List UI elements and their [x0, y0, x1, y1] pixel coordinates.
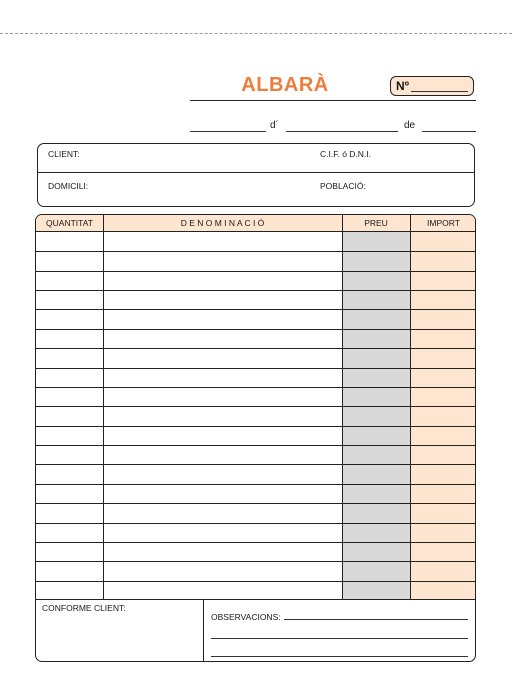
preu-column-fill [342, 232, 410, 600]
col-header-import: IMPORT [410, 215, 476, 232]
client-separator [38, 172, 474, 173]
col-divider [410, 215, 411, 600]
col-header-preu: PREU [342, 215, 410, 232]
number-entry-line [411, 91, 468, 92]
cif-label: C.I.F. ó D.N.I. [320, 149, 372, 159]
observacions-label: OBSERVACIONS: [211, 612, 281, 622]
client-label: CLIENT: [48, 149, 80, 159]
observacions-line[interactable] [211, 656, 468, 657]
date-year-line[interactable] [422, 131, 476, 132]
import-column-fill [410, 232, 476, 600]
perforation-line [0, 33, 512, 34]
domicili-label: DOMICILI: [48, 181, 89, 191]
col-header-denominacio: D E N O M I N A C I Ó [103, 215, 342, 232]
date-sep-de: de [404, 120, 416, 131]
col-divider [342, 215, 343, 600]
date-day-line[interactable] [190, 131, 266, 132]
footer-separator [36, 599, 475, 600]
col-divider [103, 215, 104, 600]
client-box [37, 143, 475, 207]
col-header-quantitat: QUANTITAT [36, 215, 103, 232]
date-month-line[interactable] [286, 131, 398, 132]
date-sep-d: d´ [270, 120, 279, 131]
items-table [35, 214, 476, 662]
poblacio-label: POBLACIÓ: [320, 181, 366, 191]
title-underline [190, 100, 476, 101]
number-label: Nº [396, 79, 410, 93]
number-field[interactable] [390, 76, 474, 96]
observacions-line[interactable] [211, 638, 468, 639]
observacions-line[interactable] [284, 619, 468, 620]
conforme-client-label: CONFORME CLIENT: [42, 603, 126, 613]
footer-divider [203, 600, 204, 662]
page-title: ALBARÀ [241, 74, 329, 96]
